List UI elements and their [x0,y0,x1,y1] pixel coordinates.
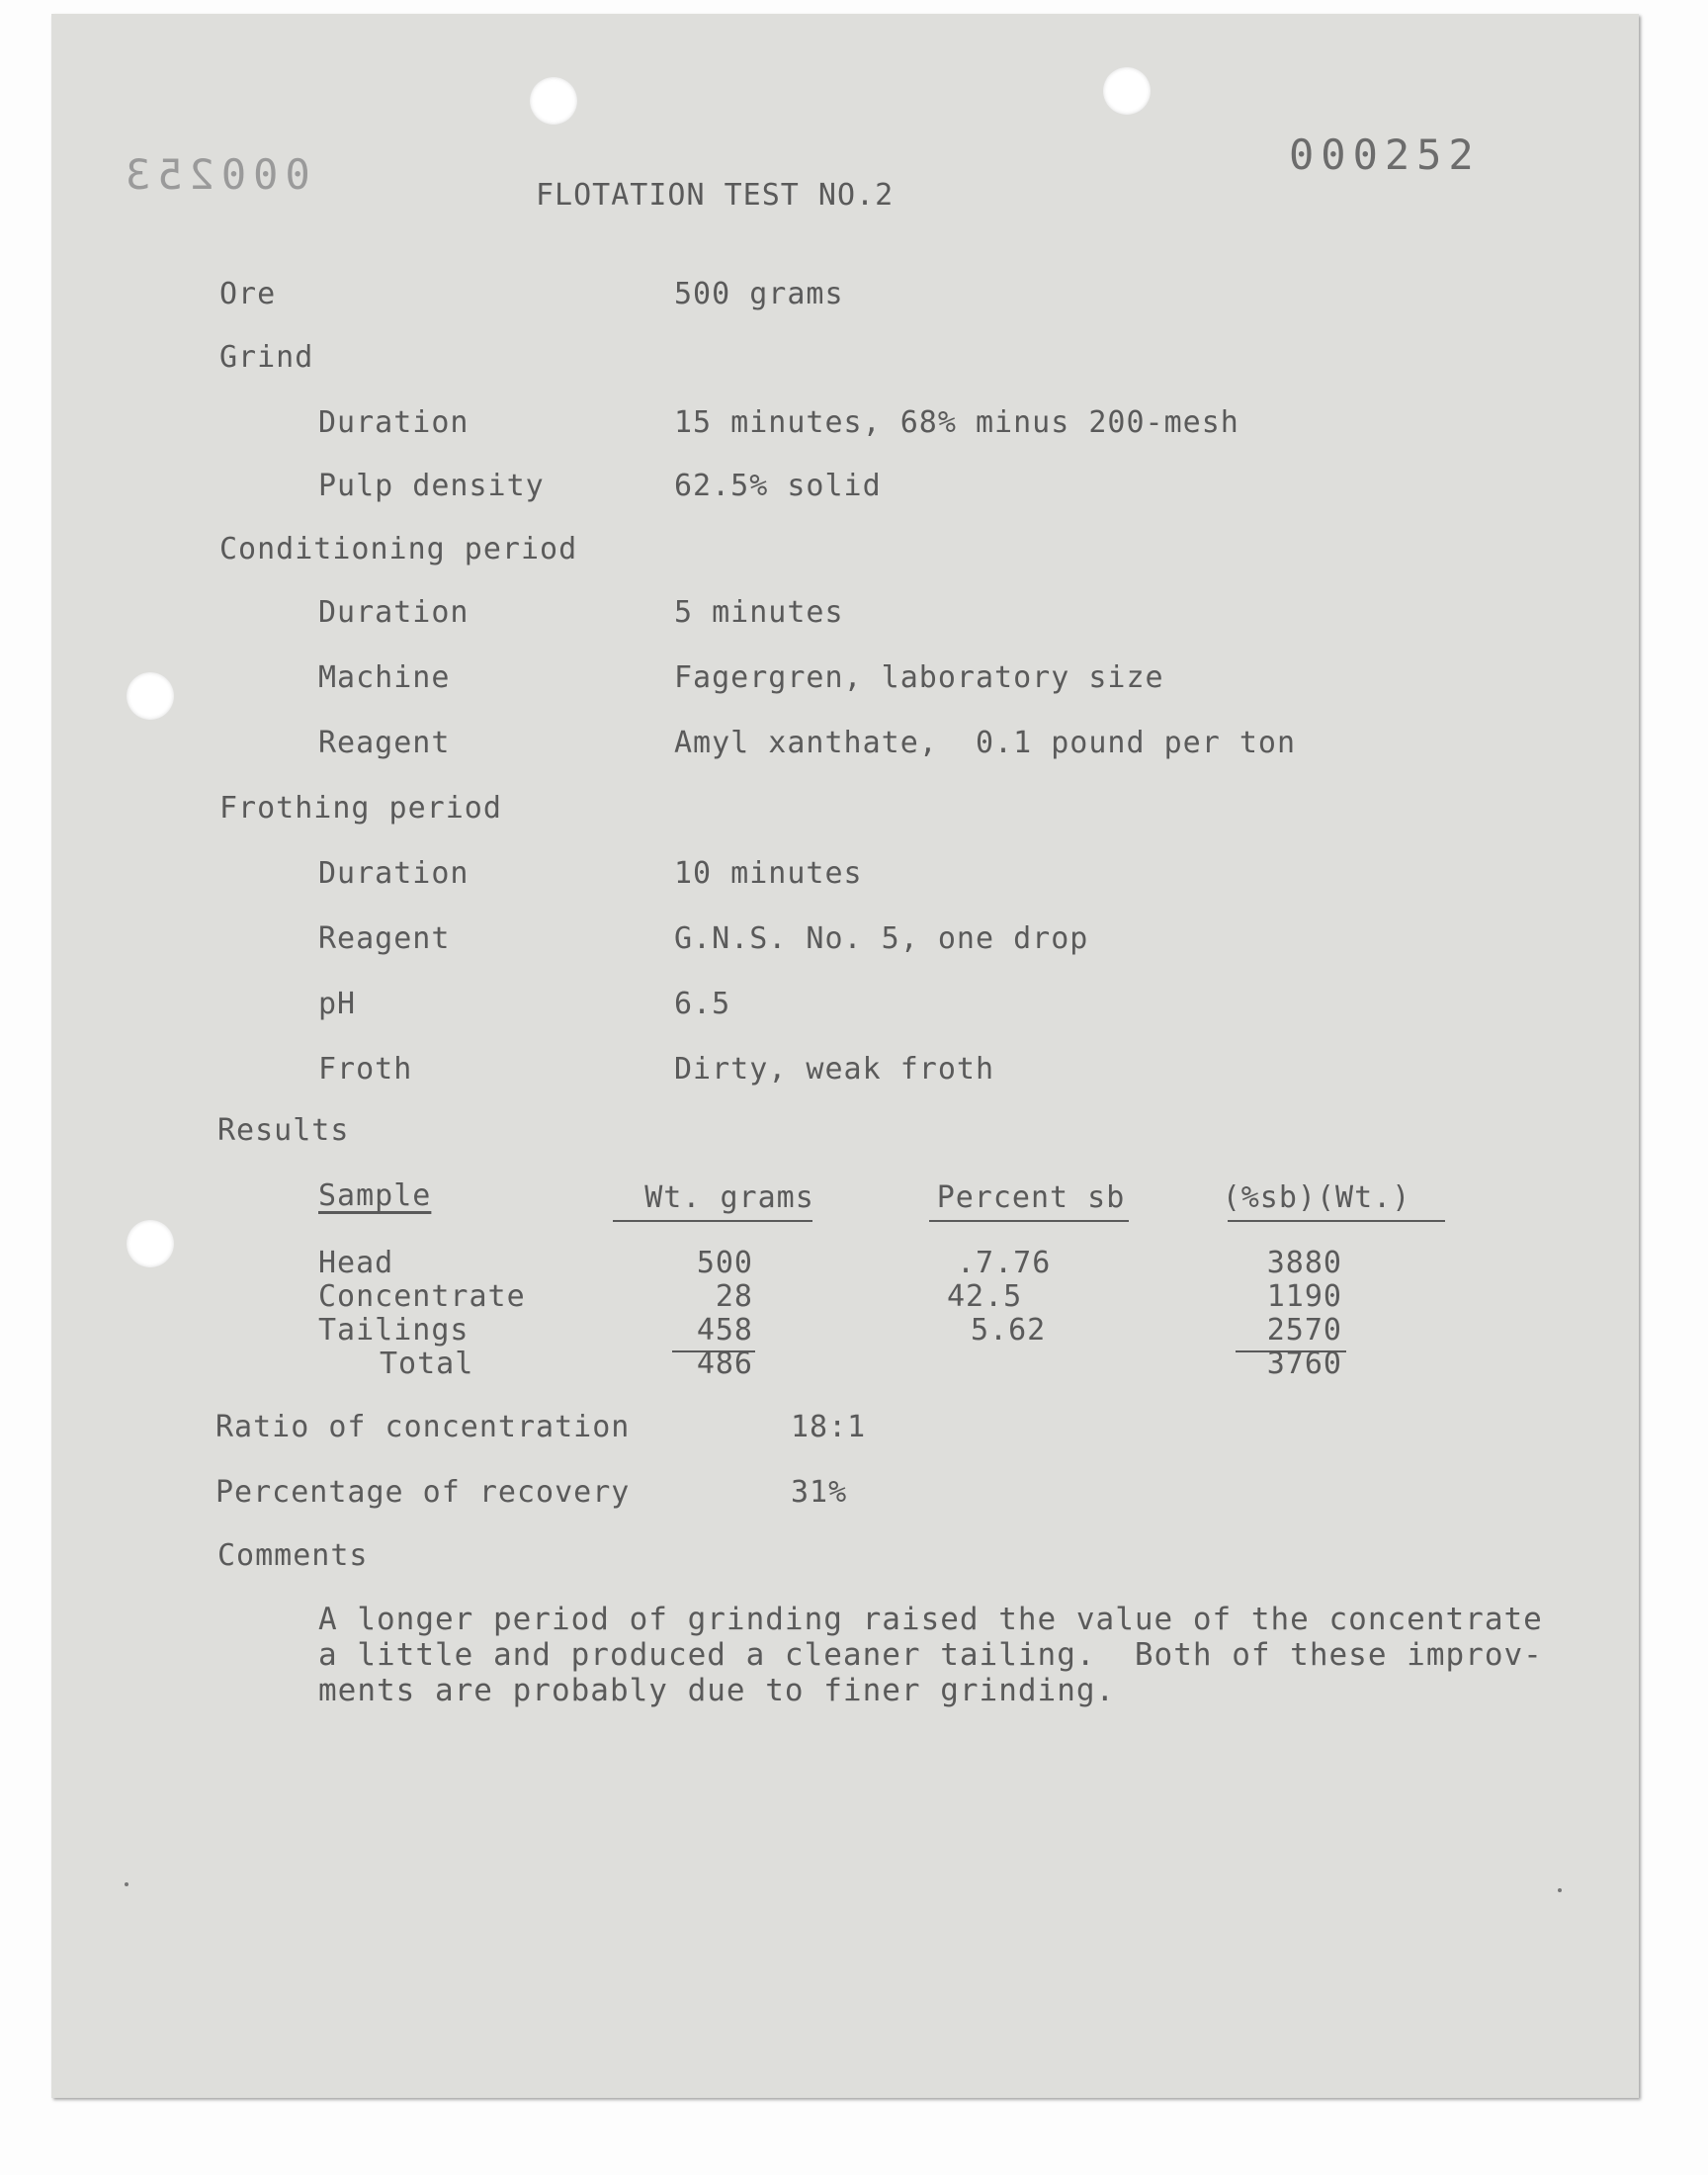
row-percent: 42.5 [947,1279,1023,1314]
row-product: 2570 [1266,1313,1342,1348]
pulp-density-label: Pulp density [318,469,545,503]
froth-label: Froth [318,1052,413,1087]
row-sample: Head [318,1246,394,1280]
comment-line: ments are probably due to finer grinding. [318,1673,1116,1708]
recovery-label: Percentage of recovery [215,1475,631,1510]
conditioning-duration-label: Duration [318,595,470,630]
bleed-through-number: 000253 [119,150,310,199]
punch-hole-top-left [530,77,577,125]
row-product: 1190 [1266,1279,1342,1314]
ratio-label: Ratio of concentration [215,1410,631,1444]
frothing-reagent-value: G.N.S. No. 5, one drop [674,921,1089,956]
total-product: 3760 [1266,1347,1342,1381]
comments-label: Comments [217,1538,369,1573]
results-label: Results [217,1113,350,1148]
document-title: FLOTATION TEST NO.2 [536,178,895,213]
header-sbwt-underline [1228,1220,1445,1222]
ore-label: Ore [219,277,277,311]
conditioning-label: Conditioning period [219,532,578,566]
row-wt: 28 [715,1279,753,1314]
conditioning-reagent-label: Reagent [318,726,451,760]
row-sample: Concentrate [318,1279,526,1314]
row-percent: .7.76 [957,1246,1052,1280]
pulp-density-value: 62.5% solid [674,469,882,503]
comment-line: A longer period of grinding raised the value of the concentrate [318,1602,1543,1637]
recovery-value: 31% [791,1475,848,1510]
conditioning-reagent-value: Amyl xanthate, 0.1 pound per ton [674,726,1297,760]
ore-value: 500 grams [674,277,844,311]
comment-line: a little and produced a cleaner tailing. Both of these improv- [318,1637,1543,1673]
grind-duration-label: Duration [318,405,470,440]
header-wt-grams: Wt. grams [644,1180,814,1215]
conditioning-duration-value: 5 minutes [674,595,844,630]
paper-speck [1558,1888,1562,1892]
total-wt: 486 [696,1347,753,1381]
row-sample: Tailings [318,1313,470,1348]
row-wt: 458 [696,1313,753,1348]
total-label: Total [380,1347,474,1381]
punch-hole-side-upper [127,672,174,720]
machine-value: Fagergren, laboratory size [674,660,1164,695]
row-wt: 500 [696,1246,753,1280]
header-percent-sb: Percent sb [936,1180,1126,1215]
punch-hole-side-lower [127,1220,174,1267]
frothing-duration-label: Duration [318,856,470,891]
froth-value: Dirty, weak froth [674,1052,995,1087]
header-percent-underline [929,1220,1129,1222]
paper-sheet [51,14,1639,2098]
frothing-label: Frothing period [219,791,502,826]
ph-value: 6.5 [674,987,731,1021]
grind-duration-value: 15 minutes, 68% minus 200-mesh [674,405,1239,440]
header-sb-wt: (%sb)(Wt.) [1222,1180,1411,1215]
header-wt-underline [613,1220,812,1222]
header-sample: Sample [318,1178,432,1213]
document-number: 000252 [1289,130,1481,179]
machine-label: Machine [318,660,451,695]
paper-speck [125,1882,128,1886]
ph-label: pH [318,987,357,1021]
row-percent: 5.62 [971,1313,1047,1348]
frothing-reagent-label: Reagent [318,921,451,956]
grind-label: Grind [219,340,314,375]
row-product: 3880 [1266,1246,1342,1280]
punch-hole-top-right [1103,67,1151,115]
frothing-duration-value: 10 minutes [674,856,863,891]
ratio-value: 18:1 [791,1410,867,1444]
